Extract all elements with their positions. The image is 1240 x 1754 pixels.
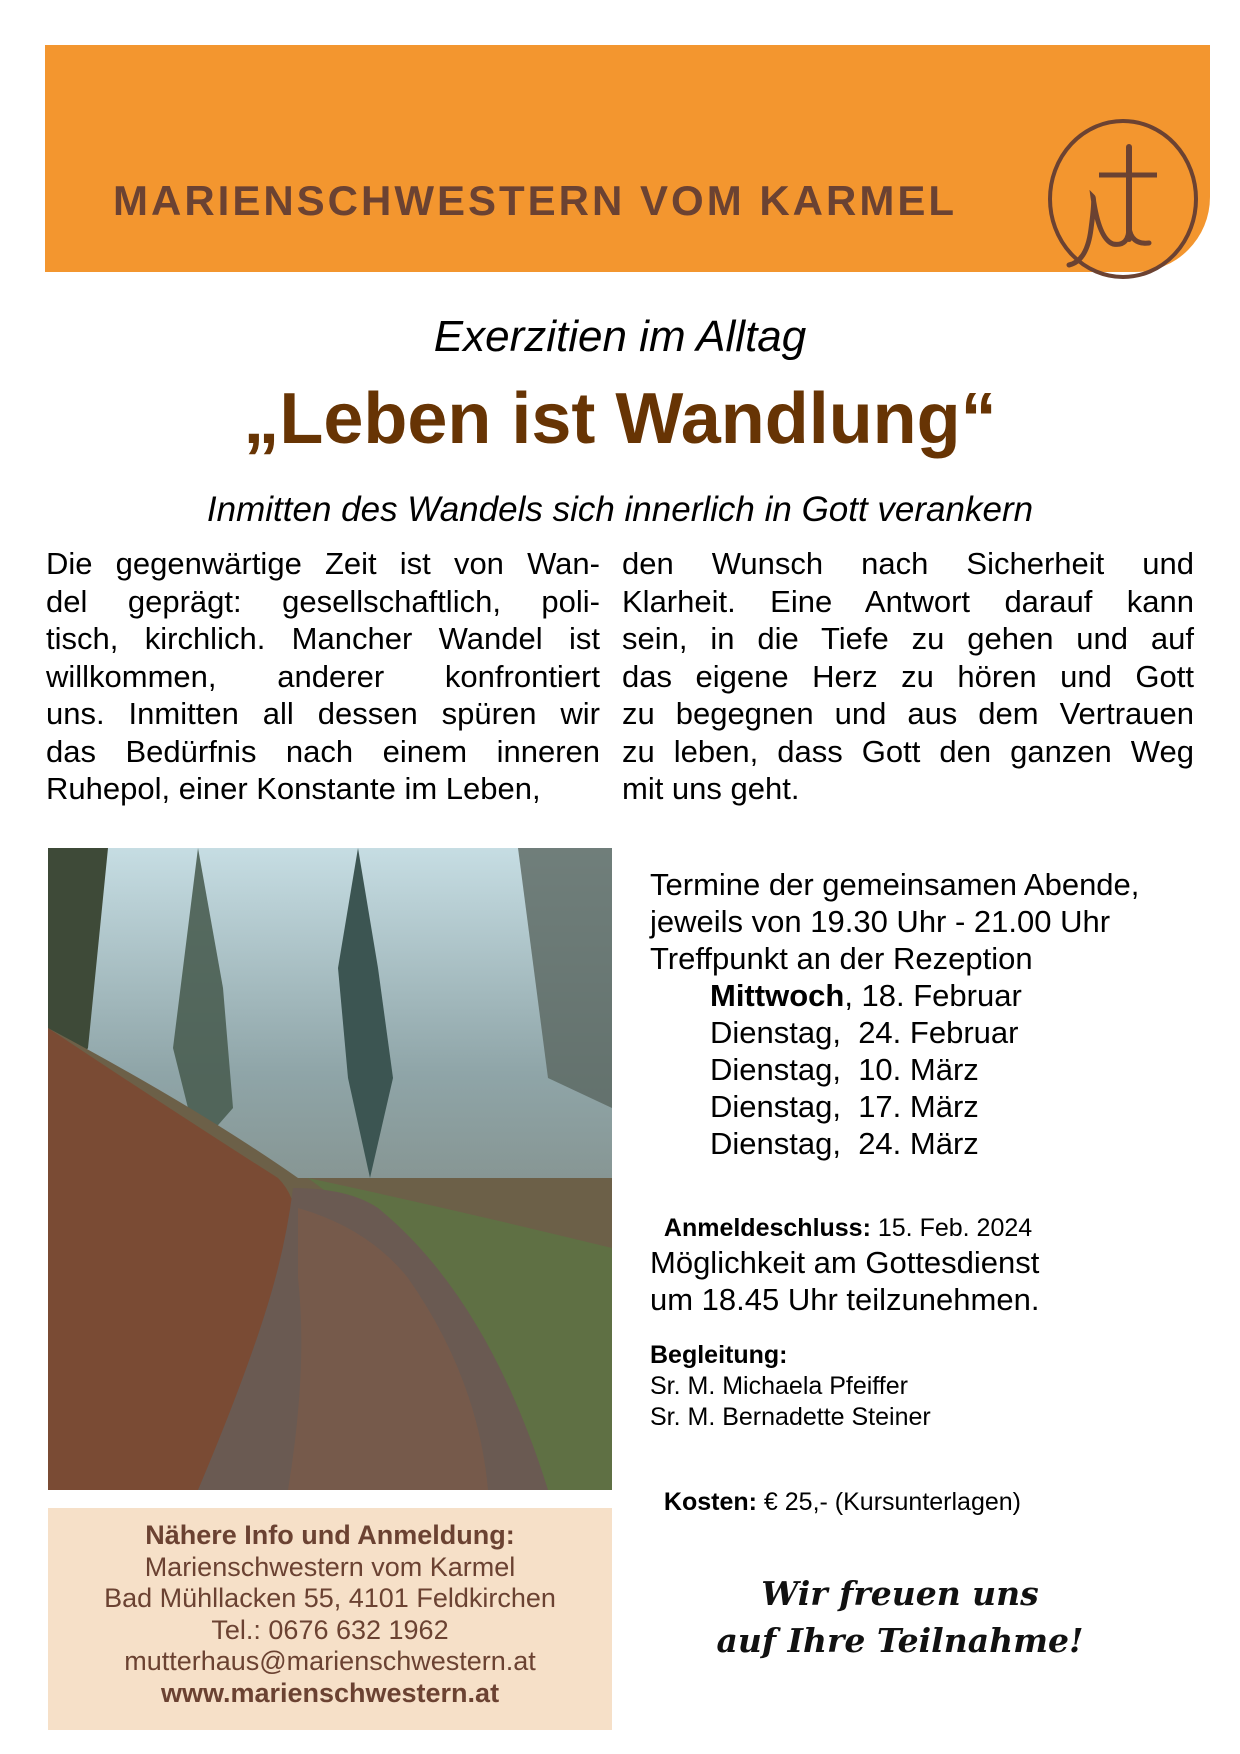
closing-line: Wir freuen uns xyxy=(761,1574,1039,1613)
intro-line: Die gegenwärtige Zeit ist von Wan- xyxy=(46,546,600,581)
closing-message xyxy=(700,1570,1100,1664)
cost-value: € 25,- (Kursunterlagen) xyxy=(756,1488,1021,1516)
date-value: 17. März xyxy=(840,1089,979,1124)
intro-left-column xyxy=(46,545,600,808)
date-value: 24. März xyxy=(840,1126,979,1161)
intro-line: zu leben, dass Gott den ganzen Weg xyxy=(622,733,1194,769)
intro-line: del geprägt: gesellschaftlich, poli- xyxy=(46,583,600,619)
date-item xyxy=(710,1051,1139,1088)
intro-line: sein, in die Tiefe zu gehen und auf xyxy=(622,621,1194,656)
deadline-label: Anmeldeschluss: xyxy=(663,1214,871,1242)
intro-line: zu begegnen und aus dem Vertrauen xyxy=(622,696,1194,731)
contact-phone[interactable]: Tel.: 0676 632 1962 xyxy=(211,1614,449,1645)
headline: „Leben ist Wandlung“ xyxy=(243,379,997,459)
date-value: , 18. Februar xyxy=(844,978,1022,1013)
contact-address: Bad Mühllacken 55, 4101 Feldkirchen xyxy=(104,1583,556,1613)
date-value: 24. Februar xyxy=(840,1015,1019,1050)
contact-website-link[interactable]: www.marienschwestern.at xyxy=(160,1677,500,1708)
forest-path-image-icon xyxy=(48,848,612,1490)
contact-info-box xyxy=(48,1508,612,1730)
mass-line: Möglichkeit am Gottesdienst xyxy=(650,1245,1040,1280)
contact-heading: Nähere Info und Anmeldung: xyxy=(145,1520,515,1550)
date-day: Dienstag, xyxy=(710,1126,841,1161)
schedule-intro-line: Treffpunkt an der Rezeption xyxy=(650,941,1033,976)
date-day: Dienstag, xyxy=(710,1052,841,1087)
contact-email-link[interactable]: mutterhaus@marienschwestern.at xyxy=(124,1646,536,1676)
intro-line: willkommen, anderer konfrontiert xyxy=(46,658,600,694)
escort-name: Sr. M. Michaela Pfeiffer xyxy=(650,1372,908,1400)
date-item xyxy=(710,1014,1139,1051)
date-list xyxy=(710,977,1139,1162)
intro-line: Klarheit. Eine Antwort darauf kann xyxy=(622,583,1194,619)
intro-line: tisch, kirchlich. Mancher Wandel ist xyxy=(46,621,600,656)
contact-organization: Marienschwestern vom Karmel xyxy=(144,1551,516,1582)
date-day: Dienstag, xyxy=(710,1015,841,1050)
intro-line: mit uns geht. xyxy=(622,771,800,806)
intro-right-column xyxy=(622,545,1194,808)
closing-line: auf Ihre Teilnahme! xyxy=(716,1621,1084,1660)
subtitle: Exerzitien im Alltag xyxy=(433,312,807,361)
deadline-value: 15. Feb. 2024 xyxy=(870,1214,1033,1242)
escort-section xyxy=(650,1340,931,1433)
date-item xyxy=(710,977,1139,1014)
schedule-intro-line: Termine der gemeinsamen Abende, xyxy=(650,867,1140,902)
date-day: Dienstag, xyxy=(710,1089,841,1124)
schedule-intro-line: jeweils von 19.30 Uhr - 21.00 Uhr xyxy=(650,904,1111,939)
organization-name: MARIENSCHWESTERN VOM KARMEL xyxy=(113,177,957,224)
date-day: Mittwoch xyxy=(710,978,845,1013)
tagline: Inmitten des Wandels sich innerlich in Gott verankern xyxy=(206,490,1034,529)
escort-name: Sr. M. Bernadette Steiner xyxy=(650,1403,931,1431)
cost-label: Kosten: xyxy=(663,1488,757,1516)
intro-line: den Wunsch nach Sicherheit und xyxy=(622,546,1194,581)
registration-deadline xyxy=(650,1182,1032,1244)
forest-path-photo xyxy=(48,848,612,1490)
mt-cross-circle-logo-icon xyxy=(1033,109,1213,289)
date-item xyxy=(710,1125,1139,1162)
schedule-section xyxy=(650,866,1139,1162)
cost-info xyxy=(650,1456,1021,1518)
mass-line: um 18.45 Uhr teilzunehmen. xyxy=(650,1282,1040,1317)
date-value: 10. März xyxy=(840,1052,979,1087)
intro-line: Ruhepol, einer Konstante im Leben, xyxy=(46,771,541,806)
intro-line: das eigene Herz zu hören und Gott xyxy=(622,658,1194,694)
escort-label: Begleitung: xyxy=(650,1341,788,1369)
date-item xyxy=(710,1088,1139,1125)
header-banner xyxy=(45,45,1210,272)
intro-line: uns. Inmitten all dessen spüren wir xyxy=(46,696,600,731)
intro-line: das Bedürfnis nach einem inneren xyxy=(46,733,600,769)
mass-info xyxy=(650,1244,1039,1318)
